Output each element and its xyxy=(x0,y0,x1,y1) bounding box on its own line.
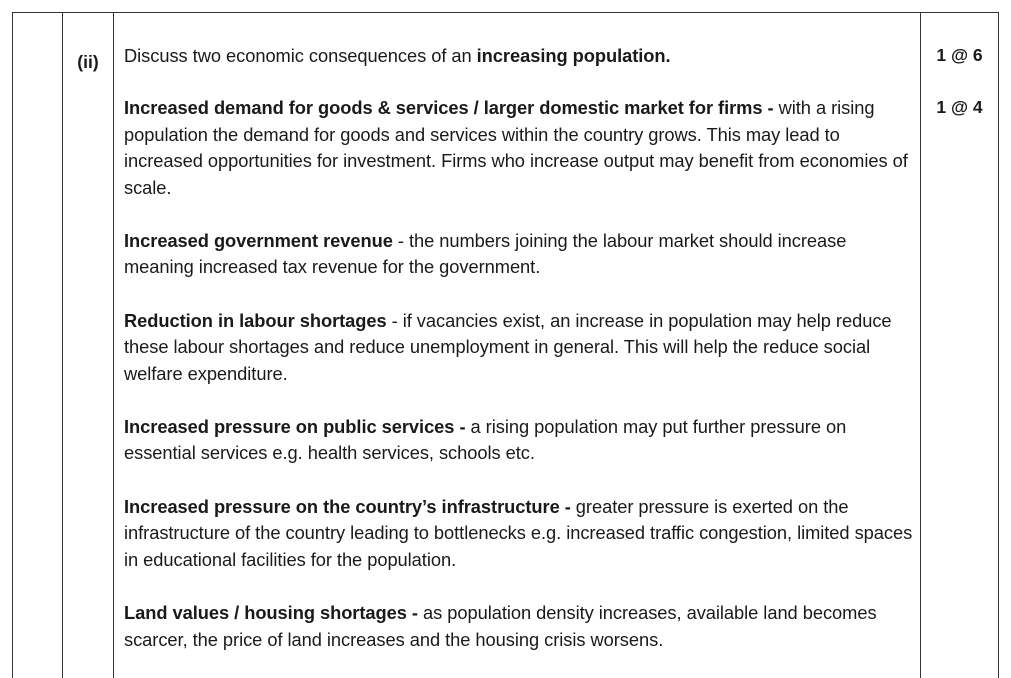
table-right-border xyxy=(998,12,999,678)
answer-point xyxy=(124,228,916,281)
point-body: - if vacancies exist, an increase in population may help reduce these labour shortages and reduce unemployment in general. This will help the reduce social welfare expenditure. xyxy=(124,309,892,384)
table-divider-1 xyxy=(62,12,63,678)
question-number: (ii) xyxy=(77,52,99,72)
point-heading: Reduction in labour shortages xyxy=(124,309,387,331)
answer-point xyxy=(124,414,916,467)
table-divider-2 xyxy=(113,12,114,678)
point-heading: Increased pressure on public services - xyxy=(124,416,466,438)
point-body: a rising population may put further pressure on essential services e.g. health services, schools etc. xyxy=(124,416,847,464)
answer-point xyxy=(124,600,916,653)
answer-point xyxy=(124,494,916,573)
point-body: as population density increases, available land becomes scarcer, the price of land increases and the housing crisis worsens. xyxy=(124,602,877,650)
point-heading: Increased demand for goods & services / larger domestic market for firms - xyxy=(124,97,774,119)
question-emphasis: increasing population. xyxy=(476,45,671,66)
point-body: - the numbers joining the labour market should increase meaning increased tax revenue for the government. xyxy=(124,230,847,278)
table-top-border xyxy=(12,12,998,13)
point-heading: Land values / housing shortages - xyxy=(124,602,418,624)
point-body: greater pressure is exerted on the infrastructure of the country leading to bottlenecks e.g. increased traffic congestion, limited spaces in educational facilities for the population. xyxy=(124,495,913,570)
answer-point xyxy=(124,308,916,387)
answer-point xyxy=(124,95,916,201)
point-body: with a rising population the demand for goods and services within the country grows. This may lead to increased opportunities for investment. Firms who increase output may benefit from economies of scale. xyxy=(124,97,908,198)
marks-allocation-2: 1 @ 4 xyxy=(936,97,983,117)
answer-content xyxy=(124,43,916,653)
marks-column xyxy=(921,42,998,120)
question-text xyxy=(124,43,916,69)
point-heading: Increased government revenue xyxy=(124,230,393,252)
table-left-border xyxy=(12,12,13,678)
question-prefix: Discuss two economic consequences of an xyxy=(124,45,477,66)
marks-allocation-1: 1 @ 6 xyxy=(936,45,983,65)
point-heading: Increased pressure on the country’s infrastructure - xyxy=(124,495,571,517)
